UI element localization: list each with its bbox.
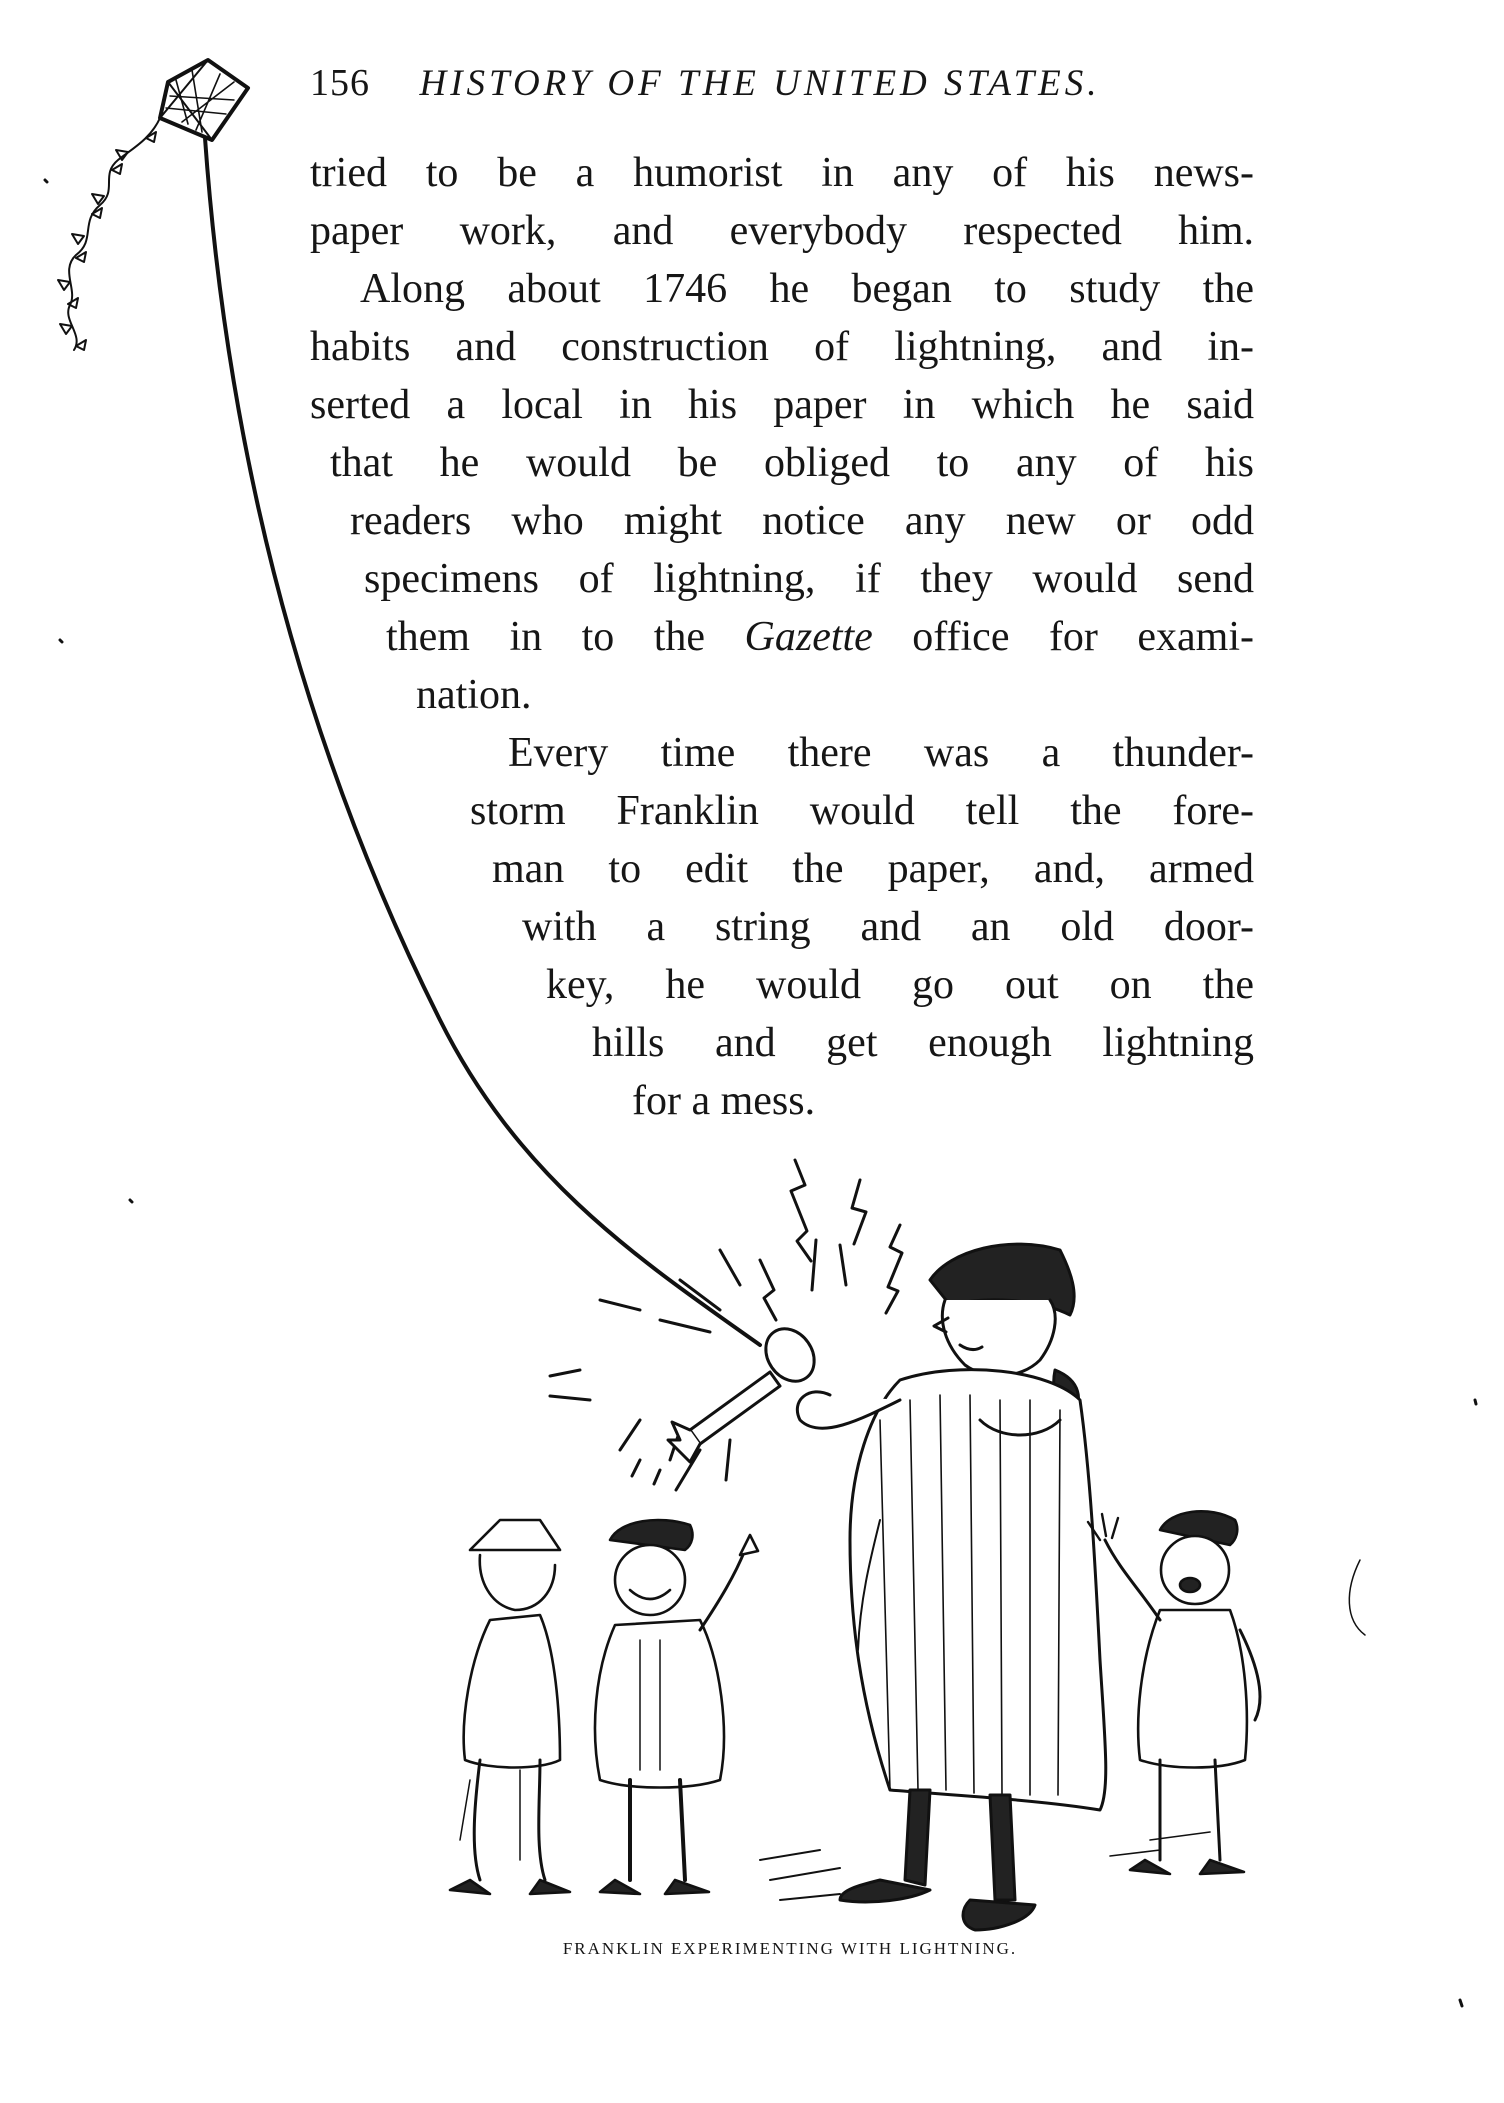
kite-tail-bows (58, 132, 156, 350)
text-line-17: for a mess. (632, 1078, 816, 1124)
illustration-caption: FRANKLIN EXPERIMENTING WITH LIGHTNING. (562, 1939, 1018, 1958)
text-line-8: specimens of lightning, if they would send (364, 556, 1254, 602)
text-line-2: paper work, and everybody respected him. (310, 208, 1254, 254)
boy-left-figure (450, 1520, 570, 1894)
kite-tail (68, 118, 160, 350)
text-line-14: with a string and an old door- (522, 904, 1254, 950)
lightning-sparks (550, 1160, 902, 1490)
text-line-9 (386, 608, 1254, 666)
text-line-16: hills and get enough lightning (592, 1020, 1254, 1066)
text-line-1: tried to be a humorist in any of his news- (310, 150, 1254, 196)
gazette-title: Gazette (744, 614, 873, 660)
running-title: HISTORY OF THE UNITED STATES. (419, 63, 1101, 104)
gazette-line-after: office for exami- (872, 614, 1254, 660)
text-line-7: readers who might notice any new or odd (350, 498, 1254, 544)
page-number: 156 (310, 62, 370, 104)
text-line-6: that he would be obliged to any of his (330, 440, 1254, 486)
text-line-10: nation. (416, 672, 532, 718)
text-line-13: man to edit the paper, and, armed (492, 846, 1254, 892)
gazette-line-before: them in to the (386, 614, 745, 660)
boy-right-figure (1088, 1511, 1260, 1874)
boy-middle-figure (595, 1520, 758, 1894)
door-key-icon (668, 1319, 824, 1462)
text-line-12: storm Franklin would tell the fore- (470, 788, 1254, 834)
text-line-11: Every time there was a thunder- (508, 730, 1254, 776)
text-line-3: Along about 1746 he began to study the (360, 266, 1254, 312)
running-header (310, 58, 1210, 108)
text-line-15: key, he would go out on the (546, 962, 1254, 1008)
text-line-5: serted a local in his paper in which he said (310, 382, 1254, 428)
franklin-figure (760, 1244, 1106, 1930)
kite-icon (160, 60, 248, 140)
text-line-4: habits and construction of lightning, and in- (310, 324, 1254, 370)
